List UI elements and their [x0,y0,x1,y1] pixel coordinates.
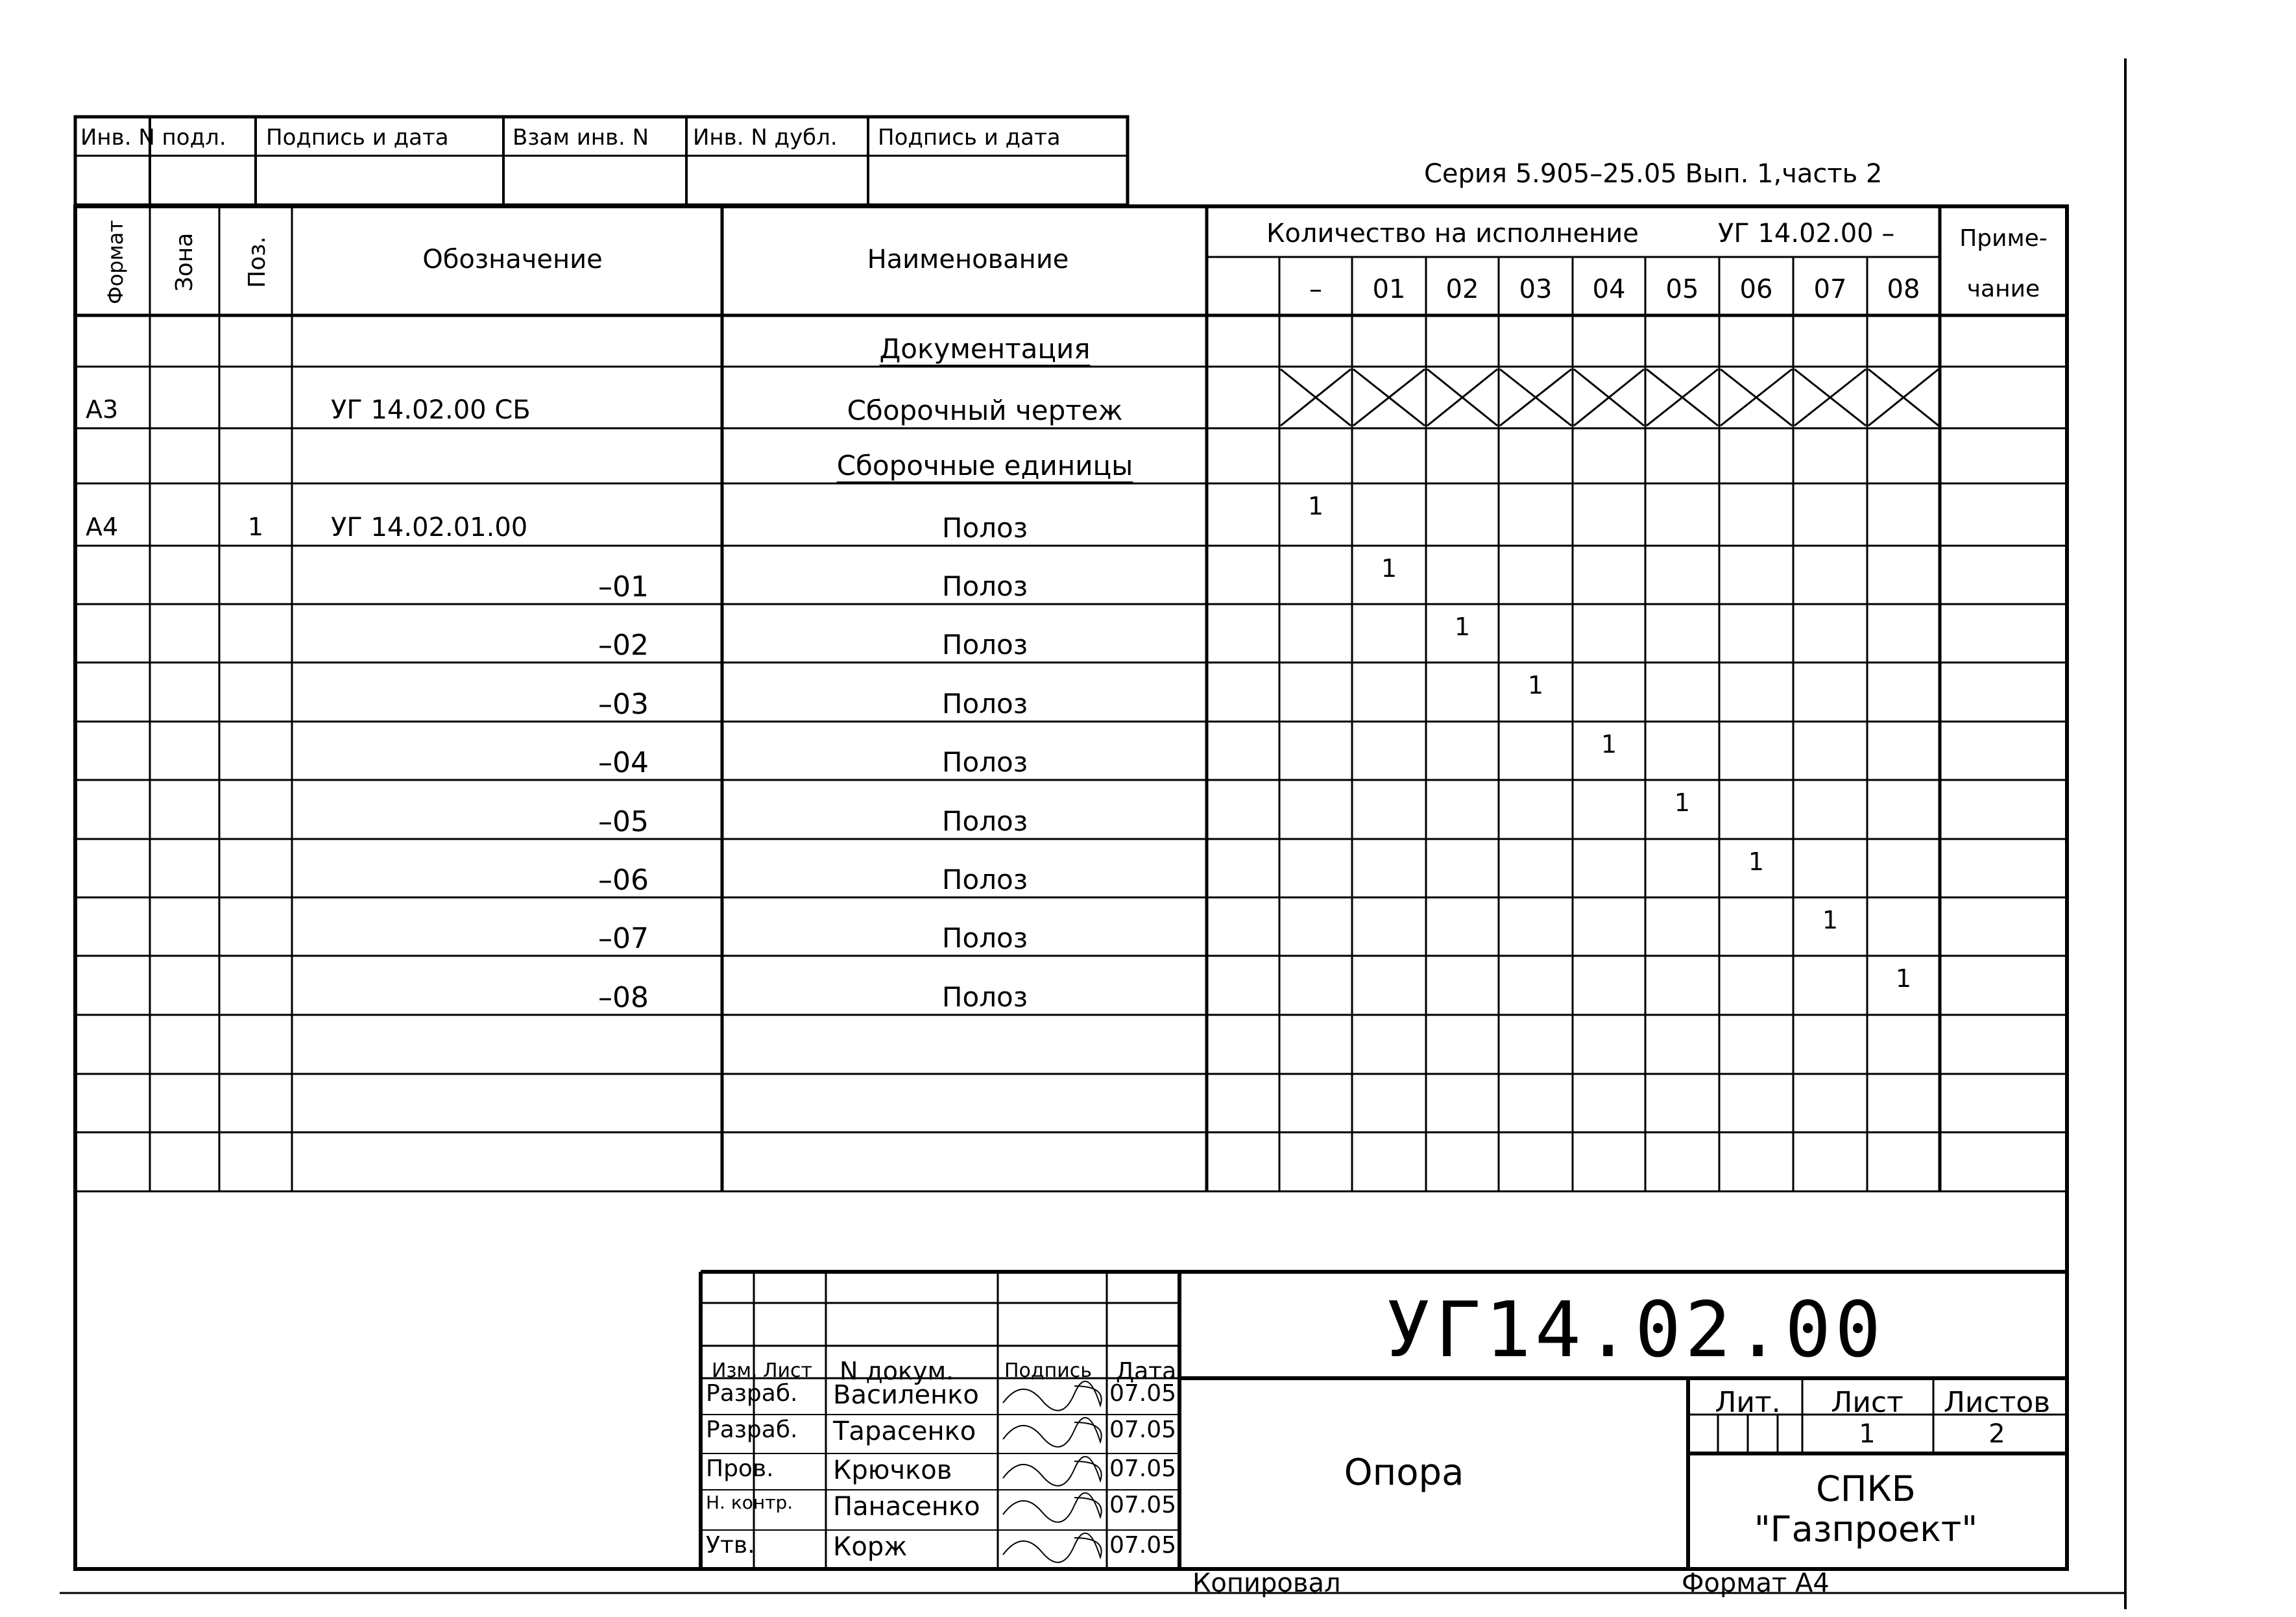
signature-scribble [1003,1381,1102,1411]
approver-date: 07.05 [1109,1532,1177,1559]
stamp-header-replace-inv: Взам инв. N [513,125,649,151]
row-designation: УГ 14.02.00 СБ [331,395,531,425]
stamp-header-sign-date-2: Подпись и дата [878,125,1061,151]
header-note-top: Приме- [1959,225,2048,252]
approver-name: Василенко [833,1380,979,1410]
tb-label-date: Дата [1116,1358,1177,1385]
approver-name: Тарасенко [833,1416,976,1446]
qty-mark: 1 [1895,964,1912,993]
section-heading: Сборочные единицы [836,450,1133,481]
row-name: Полоз [941,570,1028,602]
approver-date: 07.05 [1109,1492,1177,1518]
variant-header-6: 06 [1739,274,1773,304]
header-zone: Зона [171,232,198,292]
row-designation: –06 [598,864,649,897]
tb-label-ndoc: N докум. [840,1357,954,1385]
tb-label-sign: Подпись [1004,1359,1092,1382]
qty-mark: 1 [1674,788,1691,817]
variant-header-0: – [1309,274,1322,304]
approver-date: 07.05 [1109,1416,1177,1443]
row-designation: –02 [598,629,649,662]
row-designation: –08 [598,981,649,1014]
tb-label-sheet: Лист [1831,1386,1903,1419]
variant-header-8: 08 [1887,274,1920,304]
footer-copied: Копировал [1192,1568,1341,1598]
org-line-2: "Газпроект" [1754,1509,1978,1550]
row-designation: –05 [598,805,649,838]
signature-scribble [1003,1418,1102,1447]
row-name: Полоз [941,864,1028,895]
approver-date: 07.05 [1109,1455,1177,1482]
row-designation: –04 [598,746,649,779]
approver-role: Пров. [706,1455,774,1482]
approver-role: Разраб. [706,1416,798,1443]
signature-scribble [1003,1533,1102,1562]
variant-header-1: 01 [1372,274,1406,304]
section-heading: Документация [879,333,1091,365]
variant-header-2: 02 [1445,274,1479,304]
doc-code: УГ14.02.00 [1384,1285,1885,1374]
header-designation: Обозначение [422,245,603,274]
stamp-header-inv-orig: Инв. N подл. [80,125,226,151]
sheet-total: 2 [1988,1419,2005,1449]
approver-name: Корж [833,1532,908,1562]
org-line-1: СПКБ [1816,1468,1916,1509]
row-name: Сборочный чертеж [847,395,1123,426]
header-name: Наименование [867,245,1069,274]
approver-role: Н. контр. [706,1492,793,1513]
stamp-header-sign-date-1: Подпись и дата [266,125,449,151]
approver-name: Панасенко [833,1492,980,1522]
approver-role: Разраб. [706,1380,798,1407]
stamp-header-inv-dup: Инв. N дубл. [693,125,838,151]
row-name: Полоз [941,746,1028,778]
variant-header-5: 05 [1665,274,1699,304]
approver-name: Крючков [833,1455,952,1485]
qty-mark: 1 [1601,730,1617,759]
header-qty-title: Количество на исполнение [1266,219,1639,249]
qty-mark: 1 [1381,554,1397,583]
row-designation: –01 [598,570,649,603]
qty-mark: 1 [1822,906,1839,934]
header-qty-base: УГ 14.02.00 – [1718,219,1895,249]
row-format: А4 [86,513,119,541]
approver-date: 07.05 [1109,1380,1177,1407]
qty-mark: 1 [1527,671,1544,699]
row-name: Полоз [941,922,1028,954]
header-pos: Поз. [244,236,271,288]
row-name: Полоз [941,805,1028,837]
row-designation: –07 [598,922,649,955]
tb-label-sheets: Листов [1943,1386,2051,1419]
qty-mark: 1 [1748,847,1765,876]
variant-header-3: 03 [1519,274,1553,304]
tb-label-list: Лист [763,1359,813,1382]
tb-label-izm: Изм. [712,1359,758,1382]
row-position: 1 [247,513,264,541]
qty-mark: 1 [1307,492,1324,520]
row-designation: УГ 14.02.01.00 [331,513,528,542]
series-label: Серия 5.905–25.05 Вып. 1,часть 2 [1424,159,1883,189]
signature-scribble [1003,1493,1102,1522]
variant-header-7: 07 [1813,274,1847,304]
row-name: Полоз [941,688,1028,720]
signature-scribble [1003,1457,1102,1486]
product-name: Опора [1344,1452,1464,1494]
row-name: Полоз [941,512,1028,544]
row-designation: –03 [598,688,649,721]
row-name: Полоз [941,981,1028,1013]
sheet-number: 1 [1859,1419,1876,1449]
row-name: Полоз [941,629,1028,661]
approver-role: Утв. [706,1532,755,1559]
tb-label-lit: Лит. [1715,1386,1781,1419]
variant-header-4: 04 [1592,274,1626,304]
header-note-bottom: чание [1966,276,2040,302]
row-format: А3 [86,395,119,424]
footer-format: Формат А4 [1682,1568,1830,1598]
header-format: Формат [103,220,128,304]
qty-mark: 1 [1454,613,1471,641]
